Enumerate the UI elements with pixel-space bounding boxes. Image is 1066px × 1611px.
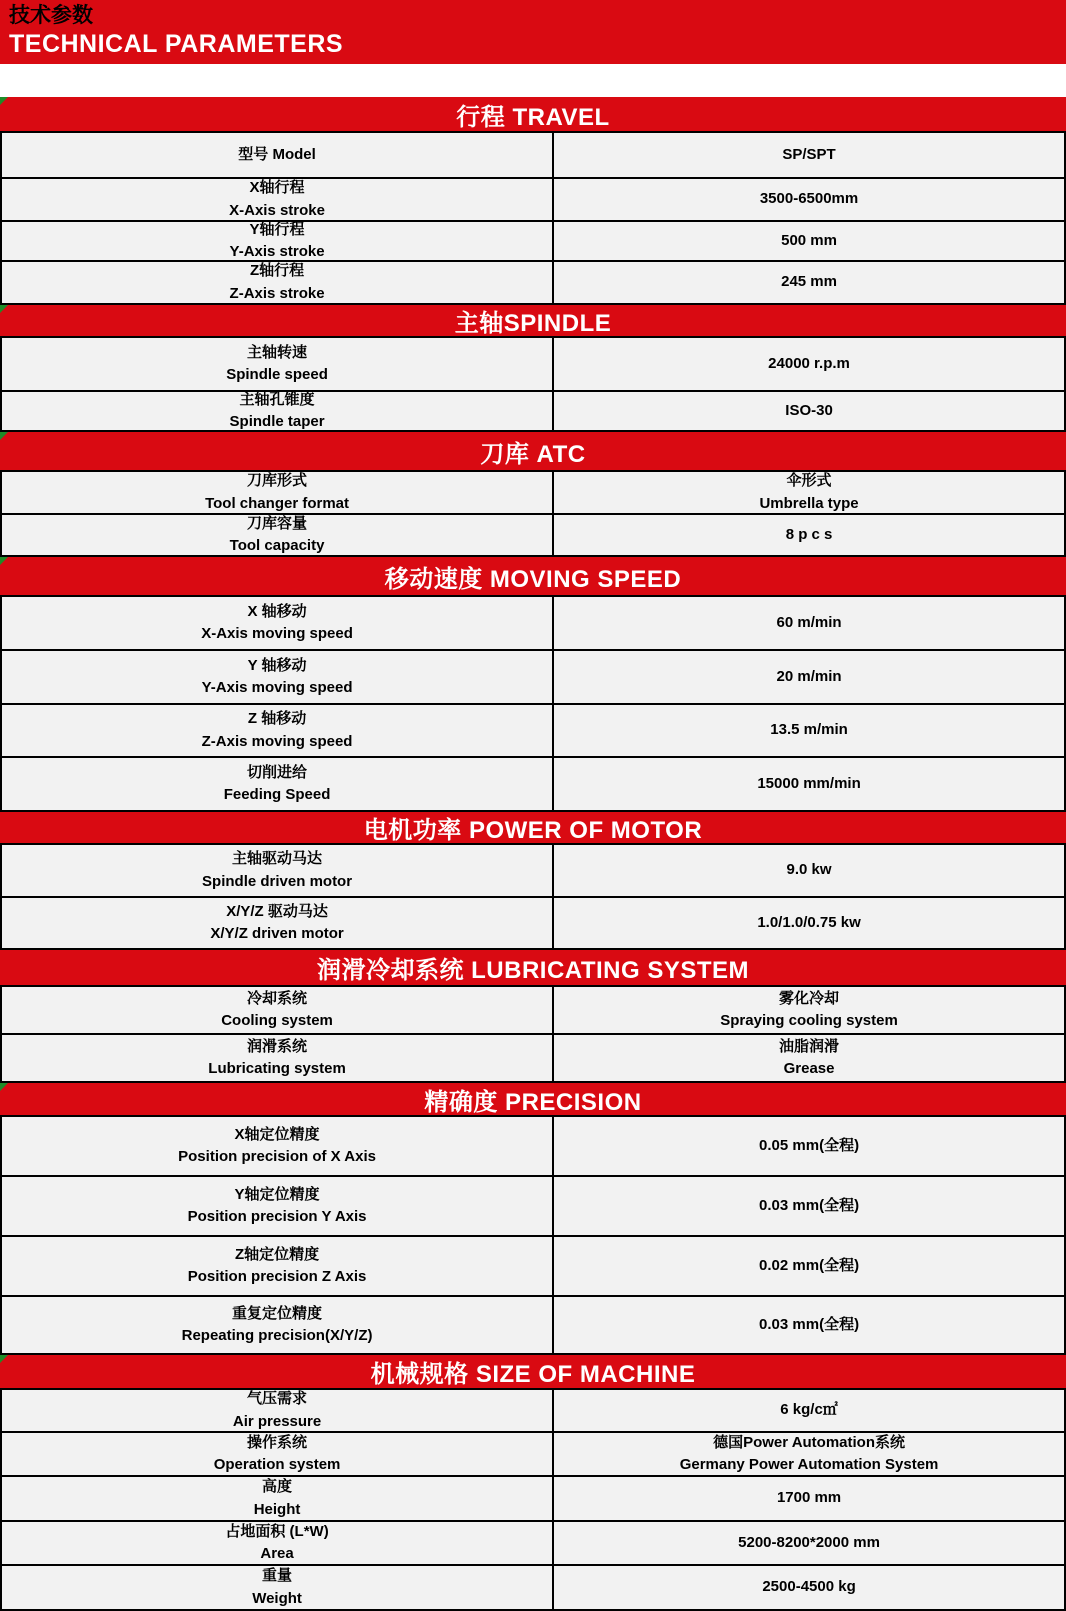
param-label-en: Z-Axis stroke bbox=[229, 284, 325, 302]
param-label-zh: Y轴定位精度 bbox=[234, 1185, 320, 1203]
param-label-zh: 冷却系统 bbox=[247, 989, 308, 1007]
row-repeating-precision bbox=[0, 1297, 1066, 1355]
param-value bbox=[552, 1433, 1064, 1475]
section-header-label: 行程 TRAVEL bbox=[456, 103, 610, 131]
param-value bbox=[552, 1117, 1064, 1175]
param-value bbox=[552, 262, 1064, 303]
param-label-zh: 刀库容量 bbox=[247, 514, 308, 532]
param-label-en: Position precision Z Axis bbox=[187, 1268, 367, 1285]
param-value-text: 13.5 m/min bbox=[770, 721, 848, 739]
param-label-en: X/Y/Z driven motor bbox=[210, 925, 344, 942]
param-label bbox=[2, 845, 552, 896]
param-label bbox=[2, 1297, 552, 1353]
param-value-text: SP/SPT bbox=[782, 145, 836, 163]
param-label bbox=[2, 262, 552, 303]
row-spindle-speed bbox=[0, 338, 1066, 392]
param-label-en: Spindle taper bbox=[229, 413, 325, 430]
row-cooling-system bbox=[0, 987, 1066, 1035]
param-label-zh: 操作系统 bbox=[247, 1433, 308, 1451]
param-label-en: Lubricating system bbox=[208, 1060, 346, 1077]
param-label bbox=[2, 898, 552, 948]
param-label-zh: 主轴孔锥度 bbox=[239, 390, 315, 408]
param-value bbox=[552, 133, 1064, 177]
param-value bbox=[552, 987, 1064, 1033]
param-label-en: Tool capacity bbox=[229, 537, 325, 554]
param-label-en: Feeding Speed bbox=[223, 786, 331, 803]
param-label-zh: 型号 Model bbox=[238, 145, 316, 163]
param-label bbox=[2, 1035, 552, 1081]
param-label-en: X-Axis stroke bbox=[229, 201, 325, 219]
param-value-text: 0.02 mm(全程) bbox=[759, 1256, 860, 1274]
param-value-text: 9.0 kw bbox=[786, 861, 832, 879]
param-label bbox=[2, 472, 552, 513]
param-label-en: Cooling system bbox=[221, 1012, 333, 1029]
param-value bbox=[552, 515, 1064, 555]
corner-marker-icon bbox=[0, 305, 8, 313]
param-label bbox=[2, 179, 552, 220]
section-header-moving-speed bbox=[0, 557, 1066, 597]
section-header-travel bbox=[0, 97, 1066, 133]
section-header-label: 刀库 ATC bbox=[480, 440, 586, 468]
corner-marker-icon bbox=[0, 557, 8, 565]
section-header-label: 机械规格 SIZE OF MACHINE bbox=[370, 1361, 696, 1388]
row-lubricating-system bbox=[0, 1035, 1066, 1083]
param-label-zh: 气压需求 bbox=[247, 1390, 308, 1407]
param-label-zh: 刀库形式 bbox=[247, 472, 308, 489]
row-x-axis-moving-speed bbox=[0, 597, 1066, 651]
param-value bbox=[552, 222, 1064, 260]
param-value bbox=[552, 898, 1064, 948]
row-model bbox=[0, 133, 1066, 179]
param-value bbox=[552, 472, 1064, 513]
param-value-text: 15000 mm/min bbox=[757, 774, 861, 792]
param-label bbox=[2, 1390, 552, 1431]
section-header-label: 润滑冷却系统 LUBRICATING SYSTEM bbox=[316, 957, 750, 984]
row-area bbox=[0, 1522, 1066, 1566]
param-value bbox=[552, 705, 1064, 756]
param-label-en: Position precision of X Axis bbox=[178, 1148, 376, 1165]
param-label-zh: Z轴行程 bbox=[249, 262, 305, 279]
param-label-zh: 重量 bbox=[262, 1567, 293, 1584]
param-value bbox=[552, 1035, 1064, 1081]
section-header-lubricating-system bbox=[0, 950, 1066, 987]
page-title-en: TECHNICAL PARAMETERS bbox=[9, 30, 344, 59]
param-label-zh: X轴行程 bbox=[249, 179, 305, 196]
param-value-text: 1700 mm bbox=[776, 1489, 842, 1507]
row-y-axis-stroke bbox=[0, 222, 1066, 262]
param-value-text: 8 p c s bbox=[785, 525, 833, 543]
param-label-zh: Z轴定位精度 bbox=[234, 1245, 320, 1263]
param-label-zh: 润滑系统 bbox=[247, 1037, 308, 1055]
param-label bbox=[2, 338, 552, 390]
param-value-text: 20 m/min bbox=[776, 667, 842, 685]
param-label bbox=[2, 1433, 552, 1475]
param-value-text: Germany Power Automation System bbox=[679, 1456, 939, 1473]
section-header-precision bbox=[0, 1083, 1066, 1117]
param-value bbox=[552, 1297, 1064, 1353]
corner-marker-icon bbox=[0, 432, 8, 440]
title-gap bbox=[0, 64, 1066, 97]
param-label-en: Position precision Y Axis bbox=[187, 1208, 367, 1225]
param-value-text: 6 kg/c㎡ bbox=[780, 1401, 838, 1419]
param-value-text: Grease bbox=[783, 1060, 835, 1077]
param-value-text: 1.0/1.0/0.75 kw bbox=[757, 913, 861, 931]
row-x-axis-stroke bbox=[0, 179, 1066, 222]
param-label bbox=[2, 1566, 552, 1609]
section-header-label: 精确度 PRECISION bbox=[424, 1088, 642, 1116]
param-value-text: 245 mm bbox=[781, 273, 837, 291]
param-value bbox=[552, 1237, 1064, 1295]
param-value-text: Umbrella type bbox=[759, 494, 859, 512]
row-spindle-taper bbox=[0, 392, 1066, 432]
section-header-size-of-machine bbox=[0, 1355, 1066, 1390]
param-label bbox=[2, 758, 552, 810]
param-value-zh: 雾化冷却 bbox=[779, 989, 840, 1007]
param-value-zh: 伞形式 bbox=[786, 472, 832, 489]
param-label-zh: Z 轴移动 bbox=[247, 710, 307, 727]
param-label-en: Area bbox=[260, 1545, 294, 1562]
row-weight bbox=[0, 1566, 1066, 1611]
param-value bbox=[552, 392, 1064, 430]
param-label-en: Y-Axis moving speed bbox=[201, 679, 353, 696]
param-value-text: ISO-30 bbox=[785, 401, 833, 419]
param-label bbox=[2, 987, 552, 1033]
section-header-label: 移动速度 MOVING SPEED bbox=[384, 565, 682, 593]
param-value bbox=[552, 1177, 1064, 1235]
page-title-band bbox=[0, 0, 1066, 64]
param-value-text: 0.03 mm(全程) bbox=[759, 1196, 860, 1214]
row-y-axis-moving-speed bbox=[0, 651, 1066, 705]
param-label bbox=[2, 133, 552, 177]
param-label bbox=[2, 222, 552, 260]
param-label bbox=[2, 651, 552, 703]
param-label bbox=[2, 1177, 552, 1235]
row-position-precision-y bbox=[0, 1177, 1066, 1237]
param-value-zh: 德国Power Automation系统 bbox=[713, 1433, 906, 1451]
section-header-spindle bbox=[0, 305, 1066, 338]
param-label-en: Z-Axis moving speed bbox=[201, 732, 353, 750]
row-z-axis-stroke bbox=[0, 262, 1066, 305]
param-label-en: Air pressure bbox=[232, 1412, 322, 1430]
param-value-text: 0.05 mm(全程) bbox=[759, 1136, 860, 1154]
param-label bbox=[2, 1477, 552, 1520]
param-label bbox=[2, 515, 552, 555]
param-label bbox=[2, 392, 552, 430]
row-tool-changer-format bbox=[0, 472, 1066, 515]
param-label-en: X-Axis moving speed bbox=[201, 625, 353, 642]
param-value bbox=[552, 758, 1064, 810]
param-value bbox=[552, 179, 1064, 220]
param-label bbox=[2, 597, 552, 649]
param-value-text: 500 mm bbox=[781, 231, 837, 249]
param-label bbox=[2, 1237, 552, 1295]
corner-marker-icon bbox=[0, 1355, 8, 1363]
param-label-en: Spindle speed bbox=[226, 366, 328, 383]
corner-marker-icon bbox=[0, 1083, 8, 1091]
param-value-text: 3500-6500mm bbox=[759, 190, 859, 208]
param-label-zh: Y轴行程 bbox=[249, 220, 305, 238]
row-height bbox=[0, 1477, 1066, 1522]
param-label-zh: 主轴转速 bbox=[247, 343, 308, 361]
row-position-precision-x bbox=[0, 1117, 1066, 1177]
param-value bbox=[552, 1566, 1064, 1609]
param-value bbox=[552, 1522, 1064, 1564]
param-label-en: Height bbox=[253, 1500, 301, 1518]
row-tool-capacity bbox=[0, 515, 1066, 557]
row-position-precision-z bbox=[0, 1237, 1066, 1297]
param-label-zh: 占地面积 (L*W) bbox=[225, 1522, 329, 1540]
row-xyz-driven-motor bbox=[0, 898, 1066, 950]
param-label bbox=[2, 705, 552, 756]
section-header-label: 主轴SPINDLE bbox=[454, 310, 612, 337]
param-value bbox=[552, 597, 1064, 649]
section-header-atc bbox=[0, 432, 1066, 472]
param-value bbox=[552, 651, 1064, 703]
row-spindle-driven-motor bbox=[0, 845, 1066, 898]
param-label bbox=[2, 1522, 552, 1564]
param-value-text: 60 m/min bbox=[776, 613, 842, 631]
param-label-en: Spindle driven motor bbox=[202, 872, 353, 890]
param-label bbox=[2, 1117, 552, 1175]
param-value bbox=[552, 1390, 1064, 1431]
param-label-zh: 主轴驱动马达 bbox=[232, 850, 323, 867]
param-value-text: 2500-4500 kg bbox=[762, 1578, 856, 1596]
param-label-en: Weight bbox=[252, 1589, 302, 1607]
param-value-zh: 油脂润滑 bbox=[779, 1037, 840, 1055]
param-label-en: Operation system bbox=[213, 1456, 341, 1473]
param-value-text: 0.03 mm(全程) bbox=[759, 1315, 860, 1333]
param-label-zh: 高度 bbox=[262, 1478, 293, 1495]
param-value-text: 24000 r.p.m bbox=[768, 354, 850, 372]
page-title-zh: 技术参数 bbox=[9, 4, 93, 27]
param-label-zh: 重复定位精度 bbox=[232, 1304, 323, 1322]
param-label-zh: Y 轴移动 bbox=[247, 656, 307, 674]
corner-marker-icon bbox=[0, 97, 8, 105]
param-label-en: Tool changer format bbox=[205, 494, 349, 512]
param-value-text: 5200-8200*2000 mm bbox=[738, 1533, 880, 1551]
section-header-power-of-motor bbox=[0, 812, 1066, 845]
param-label-en: Y-Axis stroke bbox=[229, 243, 325, 260]
param-label-zh: X 轴移动 bbox=[247, 602, 307, 620]
row-operation-system bbox=[0, 1433, 1066, 1477]
param-label-zh: 切削进给 bbox=[247, 763, 308, 781]
param-label-zh: X轴定位精度 bbox=[234, 1125, 320, 1143]
param-label-zh: X/Y/Z 驱动马达 bbox=[226, 902, 328, 920]
param-value bbox=[552, 845, 1064, 896]
param-label-en: Repeating precision(X/Y/Z) bbox=[181, 1327, 373, 1344]
row-feeding-speed bbox=[0, 758, 1066, 812]
row-z-axis-moving-speed bbox=[0, 705, 1066, 758]
param-value bbox=[552, 1477, 1064, 1520]
param-value bbox=[552, 338, 1064, 390]
section-header-label: 电机功率 POWER OF MOTOR bbox=[363, 817, 703, 844]
row-air-pressure bbox=[0, 1390, 1066, 1433]
param-value-text: Spraying cooling system bbox=[720, 1012, 898, 1029]
